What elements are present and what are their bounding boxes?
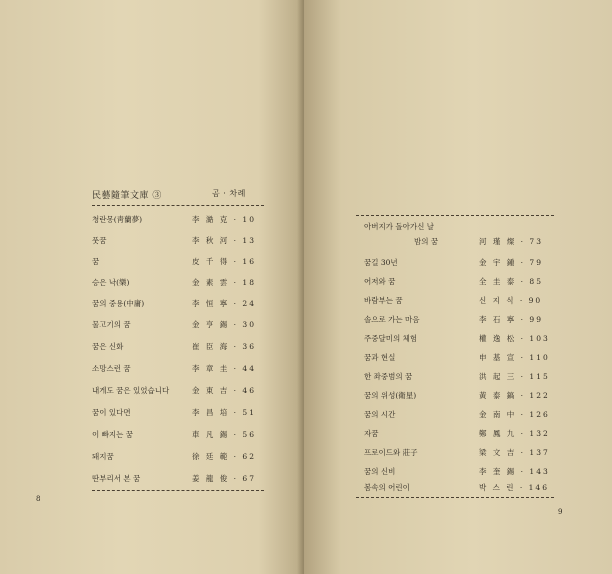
- entry-title: 풋꿈: [92, 236, 107, 245]
- entry-author-page: 李 恒 寧 · 24: [192, 299, 256, 308]
- toc-entry: [92, 473, 264, 485]
- entry-author-page: 權 逸 松 · 103: [479, 334, 550, 343]
- entry-title: 꿈의 시간: [364, 410, 396, 419]
- entry-title: 소망스런 꿈: [92, 364, 131, 373]
- entry-title: 청란몽(靑蘭夢): [92, 215, 143, 224]
- entry-title: 프로이드와 莊子: [364, 448, 418, 457]
- entry-author-page: 李 昌 培 · 51: [192, 408, 256, 417]
- entry-title: 돼지꿈: [92, 452, 114, 461]
- toc-entry: [364, 314, 554, 326]
- toc-entry: [364, 276, 554, 288]
- left-page: [0, 0, 304, 574]
- entry-author-page: 金 南 中 · 126: [479, 410, 550, 419]
- entry-author-page: 姜 龍 俊 · 67: [192, 474, 256, 483]
- toc-entry: [92, 385, 264, 397]
- series-name: 民藝隨筆文庫 ③: [92, 191, 162, 201]
- entry-author-page: 皮 千 得 · 16: [192, 257, 256, 266]
- entry-author-page: 金 素 雲 · 18: [192, 278, 256, 287]
- entry-author-page: 車 凡 錫 · 56: [192, 430, 256, 439]
- entry-title: 어저와 꿈: [364, 277, 396, 286]
- toc-entry: [92, 363, 264, 375]
- entry-author-page: 洪 起 三 · 115: [479, 372, 550, 381]
- entry-title: 한 좌중범의 꿈: [364, 372, 413, 381]
- toc-entry: [364, 409, 554, 421]
- entry-title: 봄속의 어린이: [364, 483, 410, 492]
- toc-entry: [364, 236, 554, 248]
- entry-title: 자꿈: [364, 429, 379, 438]
- entry-title: 이 빠지는 꿈: [92, 430, 133, 439]
- toc-entry: [92, 429, 264, 441]
- toc-entry: [92, 277, 264, 289]
- entry-title: 승은 낙(樂): [92, 278, 130, 287]
- entry-author-page: 金 亨 錫 · 30: [192, 320, 256, 329]
- entry-author-page: 申 基 宣 · 110: [479, 353, 550, 362]
- volume-title: 곰 · 차례: [212, 189, 246, 198]
- toc-entry: [364, 447, 554, 459]
- entry-author-page: 李 章 圭 · 44: [192, 364, 256, 373]
- entry-title: 내게도 꿈은 있었습니다: [92, 386, 170, 395]
- toc-entry: [92, 256, 264, 268]
- entry-title: 꿈의 위성(衛星): [364, 391, 417, 400]
- entry-author-page: 鄭 鳳 九 · 132: [479, 429, 550, 438]
- entry-title: 꿈이 있다면: [92, 408, 131, 417]
- entry-title: 꿈의 신비: [364, 467, 396, 476]
- toc-entry: [364, 333, 554, 345]
- entry-title: 솔으로 가는 마음: [364, 315, 420, 324]
- toc-entry: [364, 295, 554, 307]
- entry-author-page: 신 지 식 · 90: [479, 296, 543, 305]
- toc-entry: [92, 319, 264, 331]
- page-number: 8: [36, 495, 41, 503]
- toc-entry: [364, 390, 554, 402]
- entry-author-page: 金 東 吉 · 46: [192, 386, 256, 395]
- entry-author-page: 박 스 린 · 146: [479, 483, 549, 492]
- entry-title: 아버지가 돌아가신 날: [364, 222, 434, 231]
- right-page: [304, 0, 612, 574]
- entry-title: 물고기의 꿈: [92, 320, 131, 329]
- header-rule: [92, 205, 264, 206]
- toc-entry: [92, 341, 264, 353]
- entry-title: 꿈길 30년: [364, 258, 398, 267]
- entry-title: 바람부는 꿈: [364, 296, 403, 305]
- entry-title: 꿈과 현실: [364, 353, 396, 362]
- entry-author-page: 梁 文 吉 · 137: [479, 448, 550, 457]
- series-header: [92, 186, 262, 202]
- entry-author-page: 金 宇 鍾 · 79: [479, 258, 543, 267]
- entry-title: 꿈은 신화: [92, 342, 124, 351]
- entry-author-page: 河 瑾 燦 · 73: [479, 237, 543, 246]
- entry-author-page: 黃 泰 鎬 · 122: [479, 391, 550, 400]
- footer-rule: [356, 497, 554, 498]
- entry-author-page: 李 秋 河 · 13: [192, 236, 256, 245]
- toc-entry: [364, 482, 554, 494]
- toc-entry: [92, 407, 264, 419]
- toc-entry: [364, 371, 554, 383]
- entry-title: 꿈: [92, 257, 100, 266]
- header-rule: [356, 215, 554, 216]
- entry-author-page: 崔 臣 海 · 36: [192, 342, 256, 351]
- footer-rule: [92, 490, 264, 491]
- entry-author-page: 李 奎 錫 · 143: [479, 467, 550, 476]
- entry-title: 딴부리서 본 꿈: [92, 474, 141, 483]
- toc-entry: [92, 235, 264, 247]
- entry-title-continued: 밤의 꿈: [414, 237, 439, 246]
- toc-entry: [92, 451, 264, 463]
- toc-entry: [364, 428, 554, 440]
- entry-title: 꿈의 중용(中庸): [92, 299, 145, 308]
- toc-entry: [92, 298, 264, 310]
- toc-entry: [364, 466, 554, 478]
- toc-entry: [364, 257, 554, 269]
- entry-author-page: 徐 廷 範 · 62: [192, 452, 256, 461]
- toc-entry: [92, 214, 264, 226]
- toc-entry: [364, 221, 554, 233]
- page-number: 9: [558, 508, 563, 516]
- entry-author-page: 李 石 寧 · 99: [479, 315, 543, 324]
- toc-entry: [364, 352, 554, 364]
- entry-title: 주중달미의 체험: [364, 334, 418, 343]
- entry-author-page: 李 澔 克 · 10: [192, 215, 256, 224]
- entry-author-page: 全 圭 泰 · 85: [479, 277, 543, 286]
